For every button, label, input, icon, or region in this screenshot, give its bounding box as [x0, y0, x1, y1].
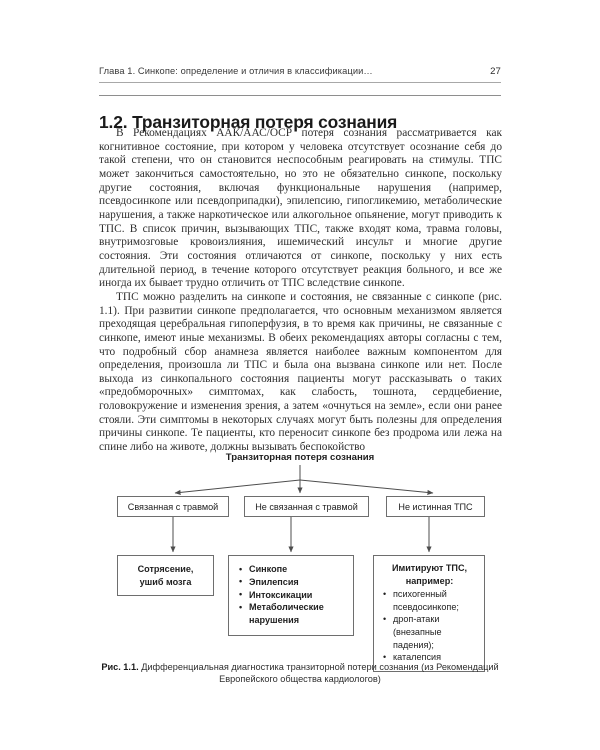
diagram-node-mimics-heading: [380, 562, 479, 587]
diagram-non-trauma-list: [235, 563, 347, 627]
section-heading: 1.2. Транзиторная потеря сознания: [99, 111, 398, 132]
diagram-node-non-trauma-related-label: Не связанная с травмой: [255, 501, 358, 512]
list-item: • Синкопе: [249, 563, 347, 576]
list-item: • Интоксикации: [249, 589, 347, 602]
paragraph-2: ТПС можно разделить на синкопе и состояния, не связанные с синкопе (рис. 1.1). При развитии синкопе предполагается, что основным механизмом является преходящая церебральная гипоперфузия, в то время как причины, не связанные с синкопе, имеют иные механизмы. В обеих рекомендациях авторы согласны с тем, что подробный сбор анамнеза является наиболее важным компонентом для определения, произошла ли ТПС и была она вызвана синкопе или нет. После выхода из синкопального состояния пациенты могут рассказывать о таких «предобморочных» симптомах, как слабость, тошнота, сердцебиение, головокружение и изменения зрения, а затем «очнуться на земле», если они ранее стояли. Эти симптомы в некоторых случаях могут быть полезны для определения причины синкопе. Те пациенты, кто переносит синкопе без продрома или лежа на спине либо на животе, должны вызывать беспокойство: [99, 290, 502, 454]
diagram-node-mimics: [373, 555, 485, 672]
body-text: [99, 127, 502, 455]
page-number: 27: [490, 66, 501, 77]
diagram-node-concussion-line1: Сотрясение,: [137, 563, 194, 574]
diagram-mimics-list: [380, 588, 479, 664]
list-item: • дроп-атаки (внезапные падения);: [393, 613, 479, 651]
diagram-canvas: [99, 452, 501, 663]
diagram-node-non-trauma-causes: [228, 555, 354, 636]
running-head-title: Глава 1. Синкопе: определение и отличия в классификации…: [99, 66, 373, 76]
list-item: • Эпилепсия: [249, 576, 347, 589]
diagram-node-not-true-tlc: [386, 496, 485, 517]
diagram-node-concussion: [117, 555, 214, 596]
list-item: • психогенный псевдосинкопе;: [393, 588, 479, 613]
diagram-node-mimics-heading-line1: Имитируют ТПС,: [391, 563, 468, 573]
figure-caption-label: Рис. 1.1.: [101, 662, 139, 672]
list-item: • Метаболические нарушения: [249, 601, 347, 627]
header-divider-top: [99, 82, 501, 83]
diagram-title: Транзиторная потеря сознания: [225, 452, 375, 463]
diagram-node-mimics-heading-line2: например:: [405, 575, 454, 586]
figure-caption: [99, 661, 501, 686]
diagram-node-non-trauma-related: [244, 496, 369, 517]
diagram-node-trauma-related: [117, 496, 229, 517]
running-head: [99, 66, 501, 77]
paragraph-1: В Рекомендациях ААК/ААС/ОСР потеря сознания рассматривается как когнитивное состояние, при котором у человека отсутствует осознание себя до такой степени, что он становится неспособным реагировать на стимулы. ТПС может закончиться самостоятельно, но это не обязательно синкопе, поскольку другие состояния, включая функциональные нарушения (например, псевдосинкопе или псевдоприпадки), эпилепсию, гипогликемию, метаболические нарушения, а также наркотическое или алкогольное опьянение, могут приводить к ТПС. В список причин, вызывающих ТПС, также входят кома, травма головы, внутримозговые кровоизлияния, ишемический инсульт и многие другие состояния. Эти состояния отличаются от синкопе, поскольку у них есть длительной период, в течение которого отсутствует реакция больного, и все же иногда их бывает трудно отличить от ТПС вследствие синкопе.: [99, 127, 502, 290]
list-item: • каталепсия: [393, 651, 479, 664]
diagram-node-trauma-related-label: Связанная с травмой: [127, 501, 219, 512]
diagram-node-concussion-line2: ушиб мозга: [139, 576, 192, 587]
diagram-node-not-true-tlc-label: Не истинная ТПС: [398, 501, 473, 512]
figure-caption-text: Дифференциальная диагностика транзиторной потери сознания (из Рекомендаций Европейского общества кардиологов): [138, 662, 499, 685]
header-divider-bottom: [99, 95, 501, 96]
